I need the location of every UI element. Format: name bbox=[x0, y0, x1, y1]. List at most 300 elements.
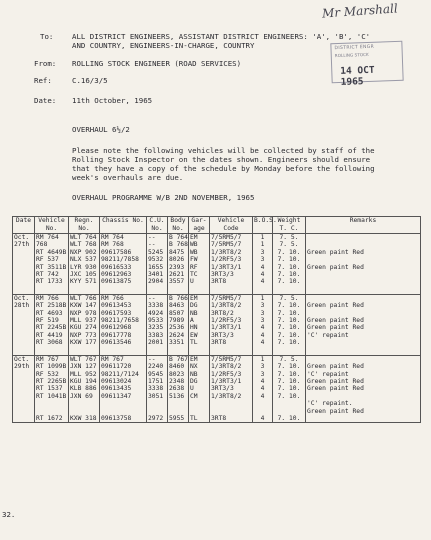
cell-cu-no: 3401 bbox=[147, 271, 168, 278]
cell-vehicle-no: RT 2265B bbox=[35, 378, 69, 385]
to-label: To: bbox=[40, 32, 54, 41]
cell-body-no: 8463 bbox=[168, 302, 189, 309]
cell-cu-no: 2240 bbox=[147, 363, 168, 370]
cell-remarks bbox=[306, 294, 421, 302]
cell-chassis-no bbox=[100, 408, 147, 415]
cell-bos: 3 bbox=[253, 256, 273, 263]
cell-bos: 4 bbox=[253, 393, 273, 400]
cell-regn-no: WLT 767 bbox=[69, 355, 100, 363]
cell-remarks bbox=[306, 271, 421, 278]
cell-cu-no: 3235 bbox=[147, 324, 168, 331]
cell-remarks bbox=[306, 278, 421, 285]
table-row bbox=[13, 363, 421, 370]
cell-regn-no: MLL 952 bbox=[69, 371, 100, 378]
cell-remarks bbox=[306, 415, 421, 423]
cell-vehicle-code: 1/3RT8/2 bbox=[210, 302, 253, 309]
table-row bbox=[13, 415, 421, 423]
cell-vehicle-no: RM 766 bbox=[35, 294, 69, 302]
cell-chassis-no: RM 766 bbox=[100, 294, 147, 302]
programme-title: OVERHAUL PROGRAMME W/B 2ND NOVEMBER, 1965 bbox=[72, 193, 255, 202]
cell-regn-no bbox=[69, 400, 100, 407]
cell-date: 29th bbox=[13, 363, 35, 370]
cell-chassis-no: RM 768 bbox=[100, 241, 147, 248]
table-row bbox=[13, 408, 421, 415]
body-line: Please note the following vehicles will be collected by staff of the bbox=[72, 146, 375, 155]
cell-remarks: Green paint Red bbox=[306, 378, 421, 385]
cell-body-no bbox=[168, 347, 189, 356]
cell-weight: 7. 10. bbox=[273, 271, 306, 278]
cell-remarks: Green paint Red bbox=[306, 317, 421, 324]
cell-bos bbox=[253, 400, 273, 407]
cell-cu-no bbox=[147, 400, 168, 407]
cell-chassis-no bbox=[100, 286, 147, 295]
cell-vehicle-no bbox=[35, 286, 69, 295]
cell-body-no: 5136 bbox=[168, 393, 189, 400]
cell-remarks bbox=[306, 310, 421, 317]
table-row bbox=[13, 400, 421, 407]
cell-cu-no: 9533 bbox=[147, 317, 168, 324]
cell-body-no: B 764 bbox=[169, 234, 188, 241]
cell-regn-no: JXN 69 bbox=[69, 393, 100, 400]
cell-date bbox=[13, 256, 35, 263]
cell-bos: 4 bbox=[253, 264, 273, 271]
col-header-body: Body No. bbox=[168, 217, 189, 234]
cell-vehicle-no: RT 1099B bbox=[35, 363, 69, 370]
table-row bbox=[13, 317, 421, 324]
table-row bbox=[13, 264, 421, 271]
cell-vehicle-code: 7/5RM5/7 bbox=[210, 355, 253, 363]
cell-body-no: 8026 bbox=[168, 256, 189, 263]
cell-weight: 7. 10. bbox=[273, 249, 306, 256]
cell-date bbox=[13, 393, 35, 400]
cell-vehicle-no: RF 532 bbox=[35, 371, 69, 378]
overhaul-programme-table bbox=[12, 216, 421, 423]
cell-weight: 7. 10. bbox=[273, 385, 306, 392]
cell-weight: 7. 10. bbox=[273, 339, 306, 346]
cell-weight: 7. 10. bbox=[273, 302, 306, 309]
cell-bos: 1 bbox=[253, 294, 273, 302]
table-row bbox=[13, 393, 421, 400]
cell-vehicle-code: 1/3RT8/2 bbox=[210, 249, 253, 256]
cell-remarks: Green paint Red bbox=[306, 363, 421, 370]
cell-garage bbox=[189, 286, 210, 295]
cell-garage: HN bbox=[189, 324, 210, 331]
cell-date bbox=[13, 264, 35, 271]
cell-vehicle-no: RM 767 bbox=[35, 355, 69, 363]
cell-vehicle-no: RT 2518B bbox=[35, 302, 69, 309]
body-line: week's overhauls are due. bbox=[72, 173, 184, 182]
cell-body-no: B 766 bbox=[169, 294, 188, 302]
cell-bos: 4 bbox=[253, 332, 273, 339]
cell-cu-no: -- bbox=[147, 234, 168, 242]
cell-garage: EM bbox=[189, 355, 210, 363]
cell-body-no: B 767 bbox=[169, 355, 188, 363]
cell-bos bbox=[253, 408, 273, 415]
table-row bbox=[13, 339, 421, 346]
cell-garage: NX bbox=[189, 363, 210, 370]
cell-vehicle-code: 1/3RT3/1 bbox=[210, 378, 253, 385]
cell-vehicle-no: RT 4693 bbox=[35, 310, 69, 317]
cell-bos: 3 bbox=[253, 371, 273, 378]
cell-weight: 7. 10. bbox=[273, 332, 306, 339]
cell-body-no: 2536 bbox=[168, 324, 189, 331]
cell-regn-no: JXC 105 bbox=[69, 271, 100, 278]
cell-weight: 7. 10. bbox=[273, 310, 306, 317]
cell-date: Oct. bbox=[13, 234, 35, 242]
cell-body-no: 2624 bbox=[168, 332, 189, 339]
cell-regn-no: KGU 274 bbox=[69, 324, 100, 331]
cell-remarks: Green paint Red bbox=[306, 249, 421, 256]
body-line: that they have a copy of the schedule by Monday before the following bbox=[72, 164, 375, 173]
table-row bbox=[13, 332, 421, 339]
cell-bos: 4 bbox=[253, 278, 273, 285]
cell-cu-no: 9545 bbox=[147, 371, 168, 378]
cell-chassis-no bbox=[100, 400, 147, 407]
col-header-cu: C.U. No. bbox=[147, 217, 168, 234]
cell-vehicle-code: 7/5RM5/7 bbox=[210, 294, 253, 302]
col-header-code: Vehicle Code bbox=[210, 217, 253, 234]
cell-remarks: Green paint Red bbox=[306, 324, 421, 331]
cell-body-no: 8507 bbox=[168, 310, 189, 317]
cell-weight: 7. 10. bbox=[273, 415, 306, 423]
cell-regn-no: JXN 127 bbox=[69, 363, 100, 370]
table-row bbox=[13, 294, 421, 302]
cell-bos: 4 bbox=[253, 415, 273, 423]
cell-weight: 7. 10. bbox=[273, 393, 306, 400]
cell-cu-no bbox=[147, 408, 168, 415]
cell-date bbox=[13, 347, 35, 356]
cell-cu-no: 3051 bbox=[147, 393, 168, 400]
cell-cu-no: 4924 bbox=[147, 310, 168, 317]
cell-body-no: 8023 bbox=[168, 371, 189, 378]
cell-bos: 1 bbox=[253, 241, 273, 248]
cell-vehicle-no bbox=[35, 400, 69, 407]
cell-garage bbox=[189, 347, 210, 356]
cell-body-no: 2393 bbox=[168, 264, 189, 271]
cell-garage: DG bbox=[189, 378, 210, 385]
cell-chassis-no: 98211/7658 bbox=[100, 317, 147, 324]
cell-bos: 4 bbox=[253, 378, 273, 385]
cell-garage: EW bbox=[189, 332, 210, 339]
cell-chassis-no: 98211/7124 bbox=[100, 371, 147, 378]
cell-date bbox=[13, 332, 35, 339]
cell-body-no: 3557 bbox=[168, 278, 189, 285]
cell-vehicle-code: 3RT3/3 bbox=[210, 271, 253, 278]
stamp-line-1: DISTRICT ENGR bbox=[334, 44, 375, 52]
cell-vehicle-no: RT 742 bbox=[35, 271, 69, 278]
cell-weight: 7. 10. bbox=[273, 363, 306, 370]
cell-cu-no bbox=[147, 286, 168, 295]
cell-chassis-no: 09613546 bbox=[100, 339, 147, 346]
table-header-row bbox=[13, 217, 421, 234]
cell-body-no bbox=[168, 400, 189, 407]
cell-cu-no: 9532 bbox=[147, 256, 168, 263]
cell-vehicle-no: 768 bbox=[35, 241, 69, 248]
table-row bbox=[13, 310, 421, 317]
cell-garage: A bbox=[189, 317, 210, 324]
table-spacer-row bbox=[13, 286, 421, 295]
stamp-date: 14 OCT 1965 bbox=[340, 64, 375, 88]
cell-date bbox=[13, 408, 35, 415]
cell-remarks bbox=[306, 256, 421, 263]
cell-garage: TL bbox=[189, 339, 210, 346]
cell-date bbox=[13, 278, 35, 285]
cell-garage: U bbox=[189, 385, 210, 392]
cell-chassis-no: 09613875 bbox=[100, 278, 147, 285]
cell-bos bbox=[253, 286, 273, 295]
cell-remarks bbox=[306, 347, 421, 356]
received-stamp bbox=[330, 41, 403, 88]
cell-vehicle-code: 1/3RT8/2 bbox=[210, 393, 253, 400]
cell-vehicle-code: 3RT8/2 bbox=[210, 310, 253, 317]
cell-bos: 4 bbox=[253, 271, 273, 278]
ref-value: C.16/3/5 bbox=[72, 76, 108, 85]
cell-bos: 1 bbox=[253, 355, 273, 363]
cell-garage: FW bbox=[189, 256, 210, 263]
page-number: 32. bbox=[2, 510, 16, 519]
cell-weight: 7. 5. bbox=[273, 355, 306, 363]
cell-regn-no: WLT 766 bbox=[69, 294, 100, 302]
cell-body-no: 8460 bbox=[168, 363, 189, 370]
cell-regn-no: NLX 537 bbox=[69, 256, 100, 263]
cell-date bbox=[13, 378, 35, 385]
cell-date bbox=[13, 249, 35, 256]
table-row bbox=[13, 378, 421, 385]
cell-cu-no: 2001 bbox=[147, 339, 168, 346]
cell-cu-no: 1751 bbox=[147, 378, 168, 385]
cell-chassis-no: 09617778 bbox=[100, 332, 147, 339]
cell-regn-no: KLB 886 bbox=[69, 385, 100, 392]
cell-vehicle-code: 3RT3/3 bbox=[210, 385, 253, 392]
col-header-regn: Regn. No. bbox=[69, 217, 100, 234]
cell-body-no: 2638 bbox=[168, 385, 189, 392]
ref-label: Ref: bbox=[34, 76, 52, 85]
cell-cu-no: -- bbox=[147, 294, 168, 302]
cell-weight: 7. 10. bbox=[273, 324, 306, 331]
cell-date bbox=[13, 271, 35, 278]
cell-chassis-no: 09613758 bbox=[100, 415, 147, 423]
cell-chassis-no: 09611347 bbox=[100, 393, 147, 400]
cell-garage: EM bbox=[189, 234, 210, 242]
cell-weight: 7. 10. bbox=[273, 264, 306, 271]
cell-weight bbox=[273, 400, 306, 407]
cell-date bbox=[13, 385, 35, 392]
cell-remarks bbox=[306, 234, 421, 242]
cell-body-no: 3351 bbox=[168, 339, 189, 346]
cell-date bbox=[13, 310, 35, 317]
cell-remarks: 'C' repaint bbox=[306, 332, 421, 339]
cell-vehicle-no: RT 1041B bbox=[35, 393, 69, 400]
cell-chassis-no: 09613024 bbox=[100, 378, 147, 385]
cell-bos: 3 bbox=[253, 317, 273, 324]
cell-cu-no: 3338 bbox=[147, 385, 168, 392]
cell-garage: TC bbox=[189, 271, 210, 278]
cell-regn-no: NXP 773 bbox=[69, 332, 100, 339]
cell-bos: 3 bbox=[253, 310, 273, 317]
cell-body-no: B 768 bbox=[169, 241, 188, 249]
cell-regn-no: KGU 194 bbox=[69, 378, 100, 385]
table-row bbox=[13, 324, 421, 331]
cell-weight: 7. 5. bbox=[273, 241, 306, 248]
table-row bbox=[13, 355, 421, 363]
cell-vehicle-code: 1/2RF5/3 bbox=[210, 256, 253, 263]
cell-regn-no: KXW 147 bbox=[69, 302, 100, 309]
cell-date bbox=[13, 415, 35, 423]
cell-vehicle-code: 3RT8 bbox=[210, 339, 253, 346]
col-header-date: Date bbox=[13, 217, 35, 234]
col-header-vehicle: Vehicle No. bbox=[35, 217, 69, 234]
cell-vehicle-no: RT 1733 bbox=[35, 278, 69, 285]
col-header-bos: B.O.S. bbox=[253, 217, 273, 234]
cell-body-no: 2348 bbox=[168, 378, 189, 385]
cell-remarks: Green paint Red bbox=[306, 302, 421, 309]
cell-date: 28th bbox=[13, 302, 35, 309]
cell-remarks: 'C' repaint bbox=[306, 371, 421, 378]
cell-bos: 3 bbox=[253, 363, 273, 370]
cell-vehicle-no: RT 1537 bbox=[35, 385, 69, 392]
cell-vehicle-code bbox=[210, 286, 253, 295]
cell-chassis-no: 09612968 bbox=[100, 324, 147, 331]
cell-garage: NB bbox=[189, 310, 210, 317]
cell-chassis-no: RM 767 bbox=[100, 355, 147, 363]
cell-bos: 4 bbox=[253, 339, 273, 346]
cell-regn-no bbox=[69, 408, 100, 415]
cell-garage: RF bbox=[189, 264, 210, 271]
cell-cu-no: 3338 bbox=[147, 302, 168, 309]
cell-vehicle-code: 1/3RT8/2 bbox=[210, 363, 253, 370]
cell-chassis-no: 09612963 bbox=[100, 271, 147, 278]
cell-garage bbox=[189, 408, 210, 415]
cell-vehicle-code: 3RT8 bbox=[210, 415, 253, 423]
cell-bos: 3 bbox=[253, 302, 273, 309]
cell-cu-no: -- bbox=[147, 355, 168, 363]
cell-bos bbox=[253, 347, 273, 356]
table-row bbox=[13, 256, 421, 263]
to-line-1: ALL DISTRICT ENGINEERS, ASSISTANT DISTRICT ENGINEERS: 'A', 'B', 'C' bbox=[72, 32, 371, 41]
cell-weight: 7. 5. bbox=[273, 294, 306, 302]
cell-date bbox=[13, 317, 35, 324]
cell-date bbox=[13, 371, 35, 378]
cell-remarks: Green paint Red bbox=[306, 264, 421, 271]
col-header-garage: Gar-age bbox=[189, 217, 210, 234]
cell-chassis-no: 98211/7858 bbox=[100, 256, 147, 263]
cell-weight bbox=[273, 286, 306, 295]
cell-garage: U bbox=[189, 278, 210, 285]
cell-vehicle-code: 7/5RM5/7 bbox=[210, 234, 253, 242]
cell-vehicle-code bbox=[210, 347, 253, 356]
cell-cu-no: 3383 bbox=[147, 332, 168, 339]
overhaul-title: OVERHAUL 6½/2 bbox=[72, 125, 130, 134]
table-row bbox=[13, 302, 421, 309]
cell-date: 27th bbox=[13, 241, 35, 248]
cell-weight: 7. 10. bbox=[273, 278, 306, 285]
handwritten-note: Mr Marshall bbox=[321, 1, 399, 21]
cell-chassis-no: 09613453 bbox=[100, 302, 147, 309]
cell-date bbox=[13, 339, 35, 346]
from-label: From: bbox=[34, 59, 57, 68]
cell-garage: EM bbox=[189, 294, 210, 302]
cell-vehicle-code: 1/3RT3/1 bbox=[210, 324, 253, 331]
col-header-weight: Weight T. C. bbox=[273, 217, 306, 234]
table-row bbox=[13, 385, 421, 392]
cell-bos: 4 bbox=[253, 385, 273, 392]
cell-chassis-no: RM 764 bbox=[100, 234, 147, 242]
cell-weight: 7. 10. bbox=[273, 371, 306, 378]
col-header-chassis: Chassis No. bbox=[100, 217, 147, 234]
cell-regn-no bbox=[69, 347, 100, 356]
cell-chassis-no: 09616533 bbox=[100, 264, 147, 271]
cell-cu-no: 5245 bbox=[147, 249, 168, 256]
cell-weight bbox=[273, 347, 306, 356]
cell-vehicle-code: 3RT3/3 bbox=[210, 332, 253, 339]
cell-remarks bbox=[306, 393, 421, 400]
to-line-2: AND COUNTRY, ENGINEERS-IN-CHARGE, COUNTRY bbox=[72, 41, 255, 50]
cell-vehicle-no: RF 519 bbox=[35, 317, 69, 324]
cell-garage: TL bbox=[189, 415, 210, 423]
cell-date: Oct. bbox=[13, 294, 35, 302]
cell-weight: 7. 5. bbox=[273, 234, 306, 242]
cell-bos: 4 bbox=[253, 324, 273, 331]
cell-chassis-no bbox=[100, 347, 147, 356]
cell-vehicle-no: RT 4649B bbox=[35, 249, 69, 256]
cell-weight bbox=[273, 408, 306, 415]
body-line: Rolling Stock Inspector on the dates shown. Engineers should ensure bbox=[72, 155, 371, 164]
table-row bbox=[13, 278, 421, 285]
table-row bbox=[13, 241, 421, 248]
stamp-line-2: ROLLING STOCK bbox=[334, 51, 369, 59]
cell-regn-no: KXW 318 bbox=[69, 415, 100, 423]
cell-weight: 7. 10. bbox=[273, 378, 306, 385]
cell-garage: CM bbox=[189, 393, 210, 400]
cell-body-no bbox=[168, 286, 189, 295]
cell-remarks bbox=[306, 286, 421, 295]
cell-vehicle-no: RT 2245B bbox=[35, 324, 69, 331]
cell-cu-no: 2904 bbox=[147, 278, 168, 285]
cell-bos: 3 bbox=[253, 249, 273, 256]
cell-regn-no: LYR 930 bbox=[69, 264, 100, 271]
cell-body-no: 7989 bbox=[168, 317, 189, 324]
cell-vehicle-code: 1/2RF5/3 bbox=[210, 317, 253, 324]
table-row bbox=[13, 234, 421, 242]
cell-date bbox=[13, 324, 35, 331]
cell-garage bbox=[189, 400, 210, 407]
cell-vehicle-no bbox=[35, 347, 69, 356]
cell-vehicle-no: RM 764 bbox=[35, 234, 69, 242]
cell-remarks: Green paint Red bbox=[306, 408, 421, 415]
cell-vehicle-no: RT 3068 bbox=[35, 339, 69, 346]
cell-vehicle-code: 1/2RF5/3 bbox=[210, 371, 253, 378]
cell-vehicle-no: RT 1672 bbox=[35, 415, 69, 423]
cell-vehicle-code bbox=[210, 400, 253, 407]
cell-chassis-no: 09611720 bbox=[100, 363, 147, 370]
cell-remarks bbox=[306, 355, 421, 363]
cell-cu-no: 2972 bbox=[147, 415, 168, 423]
cell-vehicle-code: 7/5RM5/7 bbox=[210, 241, 253, 248]
cell-regn-no: WLT 768 bbox=[69, 241, 100, 248]
cell-remarks bbox=[306, 241, 421, 248]
cell-garage: NB bbox=[189, 371, 210, 378]
cell-regn-no: KYY 571 bbox=[69, 278, 100, 285]
cell-cu-no: 1655 bbox=[147, 264, 168, 271]
cell-regn-no bbox=[69, 286, 100, 295]
cell-body-no: 2621 bbox=[168, 271, 189, 278]
cell-vehicle-no: RT 4419 bbox=[35, 332, 69, 339]
cell-garage: WB bbox=[189, 241, 210, 248]
cell-chassis-no: 09617593 bbox=[100, 310, 147, 317]
cell-date bbox=[13, 286, 35, 295]
date-value: 11th October, 1965 bbox=[72, 96, 153, 105]
cell-regn-no: KXW 177 bbox=[69, 339, 100, 346]
